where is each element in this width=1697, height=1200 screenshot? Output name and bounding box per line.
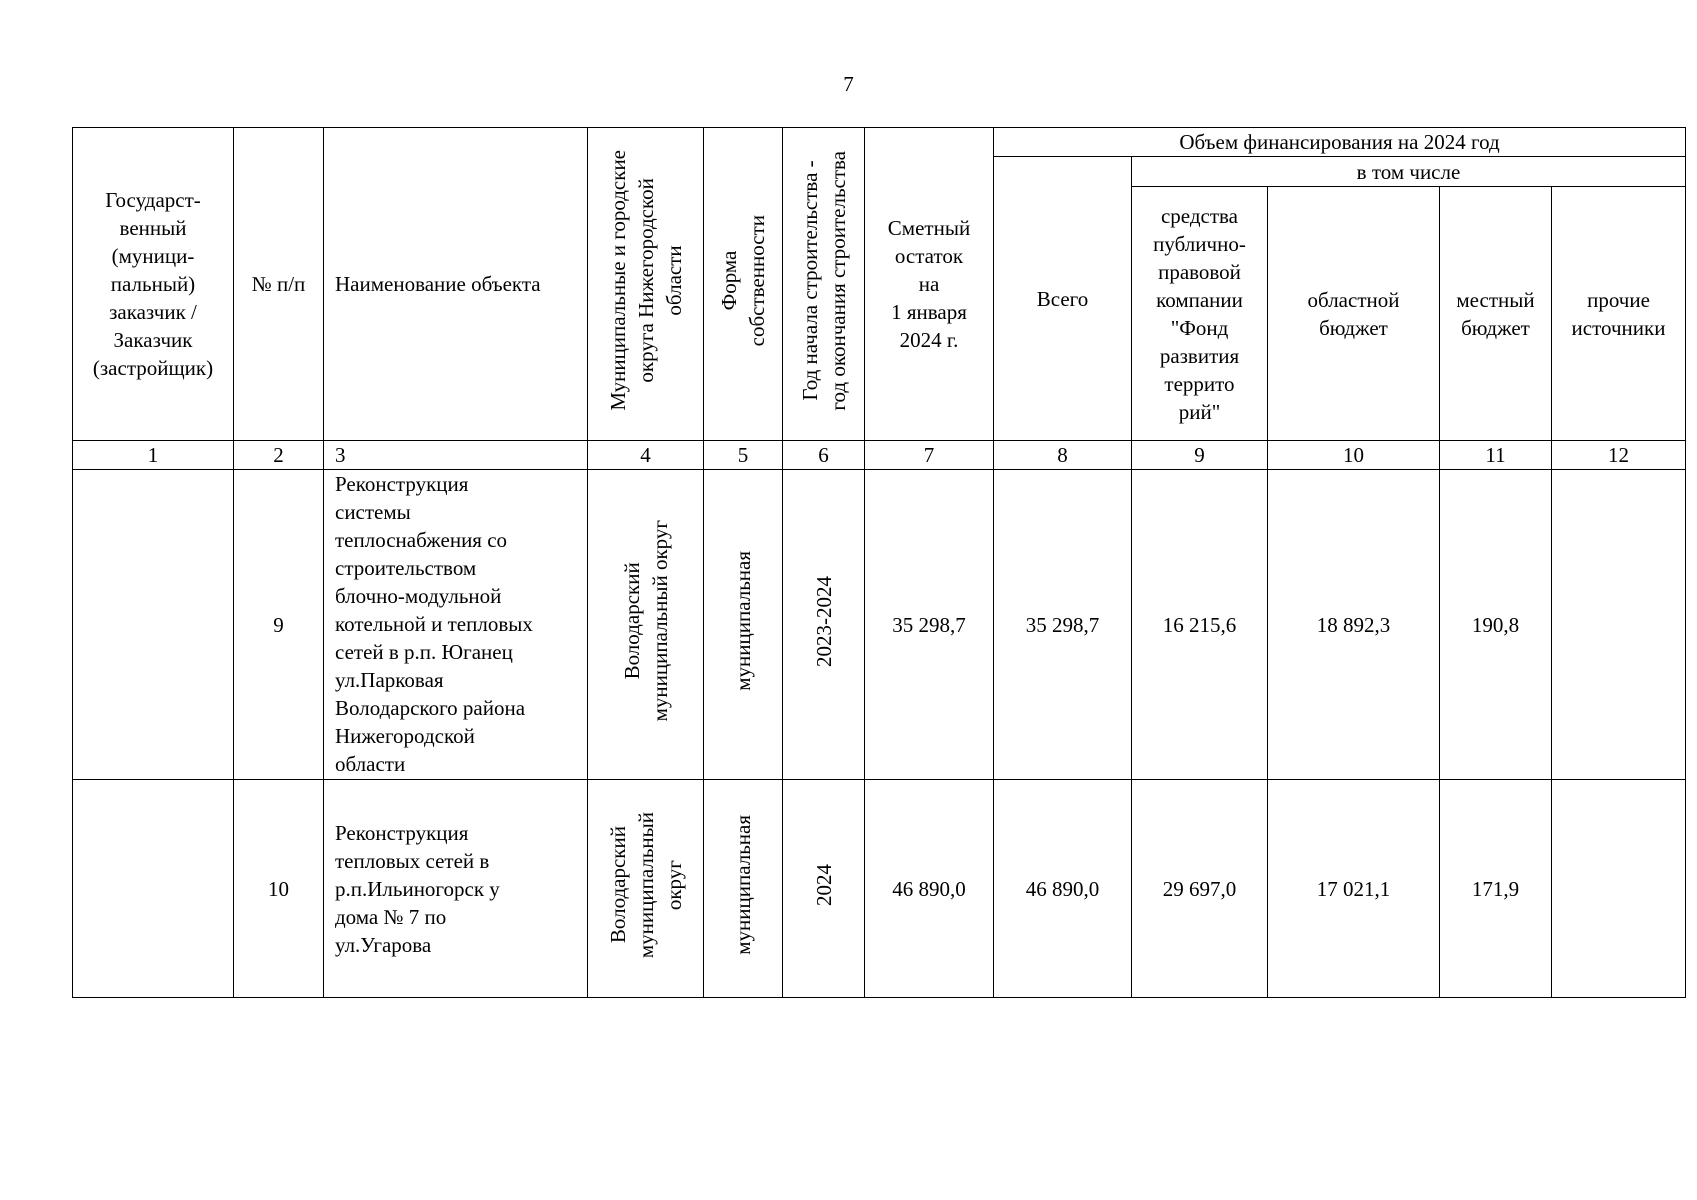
cell-other xyxy=(1552,780,1686,998)
cell-local: 171,9 xyxy=(1440,780,1552,998)
column-number: 4 xyxy=(588,441,704,470)
cell-total: 35 298,7 xyxy=(994,470,1132,780)
column-number: 8 xyxy=(994,441,1132,470)
cell-ownership xyxy=(704,780,783,998)
column-number: 10 xyxy=(1268,441,1440,470)
cell-municipality-text: Володарский муниципальный округ xyxy=(619,520,672,722)
column-number: 6 xyxy=(783,441,865,470)
cell-total: 46 890,0 xyxy=(994,780,1132,998)
column-number-row xyxy=(73,441,1686,470)
cell-estimate-balance: 46 890,0 xyxy=(865,780,994,998)
header-municipality: Муниципальные и городские округа Нижегородской области xyxy=(605,150,686,411)
cell-regional: 17 021,1 xyxy=(1268,780,1440,998)
header-regional: областной бюджет xyxy=(1268,187,1440,441)
cell-years xyxy=(783,470,865,780)
cell-local: 190,8 xyxy=(1440,470,1552,780)
column-number: 3 xyxy=(324,441,588,470)
column-number: 2 xyxy=(234,441,324,470)
column-number: 5 xyxy=(704,441,783,470)
header-municipality-cell xyxy=(588,128,704,441)
header-local: местный бюджет xyxy=(1440,187,1552,441)
cell-fund-ppk: 16 215,6 xyxy=(1132,470,1268,780)
cell-estimate-balance: 35 298,7 xyxy=(865,470,994,780)
cell-years-text: 2024 xyxy=(811,864,836,906)
cell-num: 9 xyxy=(234,470,324,780)
header-years-cell xyxy=(783,128,865,441)
cell-customer xyxy=(73,780,234,998)
cell-object-name: Реконструкция системы теплоснабжения со строительством блочно-модульной котельной и тепловых сетей в р.п. Юганец ул.Парковая Володарского района Нижегородской области xyxy=(324,470,588,780)
cell-ownership-text: муниципальная xyxy=(731,551,755,691)
cell-municipality xyxy=(588,780,704,998)
table-row xyxy=(73,470,1686,780)
cell-customer xyxy=(73,470,234,780)
column-number: 12 xyxy=(1552,441,1686,470)
header-estimate-balance: Сметный остаток на 1 января 2024 г. xyxy=(865,128,994,441)
cell-fund-ppk: 29 697,0 xyxy=(1132,780,1268,998)
cell-ownership xyxy=(704,470,783,780)
cell-years-text: 2023-2024 xyxy=(811,575,836,667)
cell-num: 10 xyxy=(234,780,324,998)
table-row xyxy=(73,780,1686,998)
cell-ownership-text: муниципальная xyxy=(731,815,755,955)
cell-municipality-text: Володарский муниципальный округ xyxy=(605,811,686,959)
header-total: Всего xyxy=(994,157,1132,441)
header-other: прочие источники xyxy=(1552,187,1686,441)
header-ownership-cell xyxy=(704,128,783,441)
header-funding-group: Объем финансирования на 2024 год xyxy=(994,128,1686,157)
header-years: Год начала строительства - год окончания строительства xyxy=(797,150,850,411)
header-num: № п/п xyxy=(234,128,324,441)
cell-years xyxy=(783,780,865,998)
column-number: 11 xyxy=(1440,441,1552,470)
cell-other xyxy=(1552,470,1686,780)
header-object-name: Наименование объекта xyxy=(324,128,588,441)
cell-regional: 18 892,3 xyxy=(1268,470,1440,780)
financing-table xyxy=(72,127,1686,998)
column-number: 1 xyxy=(73,441,234,470)
cell-municipality xyxy=(588,470,704,780)
header-customer: Государст- венный (муници- пальный) заказчик / Заказчик (застройщик) xyxy=(73,128,234,441)
column-number: 9 xyxy=(1132,441,1268,470)
header-ownership: Форма собственности xyxy=(717,214,769,347)
page-number: 7 xyxy=(843,72,854,96)
column-number: 7 xyxy=(865,441,994,470)
header-fund-ppk: средства публично- правовой компании "Фонд развития террито рий" xyxy=(1132,187,1268,441)
cell-object-name: Реконструкция тепловых сетей в р.п.Ильиногорск у дома № 7 по ул.Угарова xyxy=(324,780,588,998)
header-including: в том числе xyxy=(1132,157,1686,187)
